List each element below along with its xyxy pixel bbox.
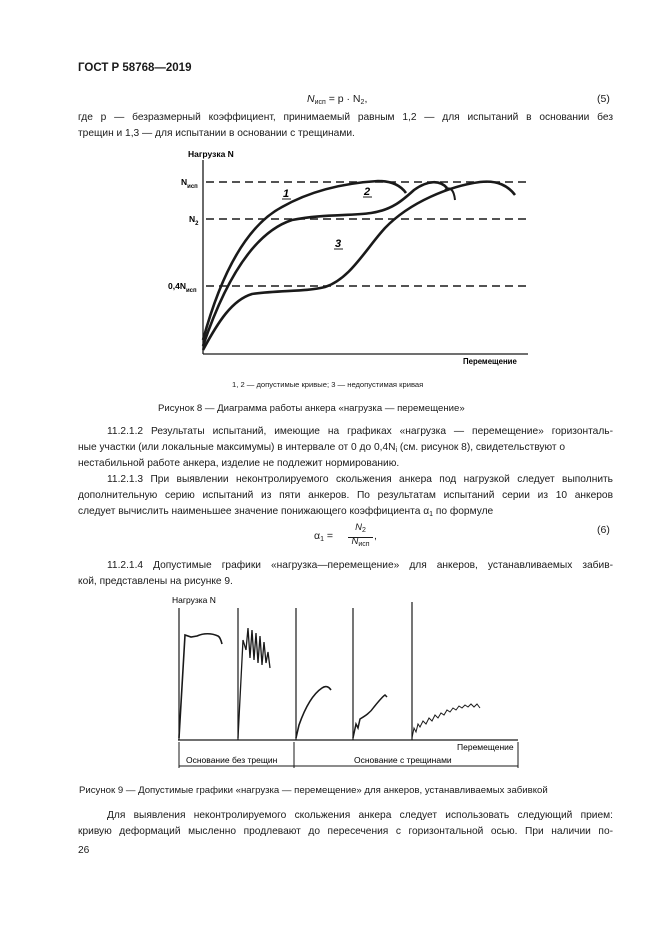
paragraph-11214-line1: 11.2.1.4 Допустимые графики «нагрузка—перемещение» для анкеров, устанавливаемых забив- <box>107 560 613 571</box>
fig8-curve-label-2: 2 <box>364 186 371 198</box>
fig8-level-label-04nisp: $0,4N_{исп}$ <box>168 281 197 294</box>
formula-5-number: (5) <box>597 93 610 105</box>
paragraph-last-line2: кривую деформаций мысленно продлевают до пересечения с горизонтальной осью. При наличии по- <box>78 826 613 837</box>
fig9-curve-3 <box>296 687 331 738</box>
fig9-curve-2 <box>238 628 270 738</box>
page-number: 26 <box>78 845 90 856</box>
fig9-group-left: Основание без трещин <box>186 755 278 765</box>
paragraph-where-line2: трещин и 1,3 — для испытании в основании с трещинами. <box>78 128 355 139</box>
fig8-caption: Рисунок 8 — Диаграмма работы анкера «нагрузка — перемещение» <box>158 403 465 414</box>
paragraph-last-line1: Для выявления неконтролируемого скольжения анкера следует использовать следующий прием: <box>107 810 613 821</box>
fig8-note: 1, 2 — допустимые кривые; 3 — недопустимая кривая <box>232 380 424 389</box>
fig8-curve-label-3: 3 <box>335 238 342 250</box>
paragraph-11213-line3: следует вычислить наименьшее значение понижающего коэффициента $\alpha_1$ по формуле <box>78 506 494 518</box>
fig8-y-axis-label: Нагрузка N <box>188 149 234 159</box>
fig9-x-axis-label: Перемещение <box>457 742 514 752</box>
document-header: ГОСТ Р 58768—2019 <box>78 62 192 74</box>
paragraph-11213-line1: 11.2.1.3 При выявлении неконтролируемого скольжения анкера под нагрузкой следует выполнить <box>107 474 613 485</box>
paragraph-where-line1: где p — безразмерный коэффициент, принимаемый равным 1,2 — для испытаний в основании без <box>78 112 613 123</box>
paragraph-11212-line2: ные участки (или локальные максимумы) в интервале от 0 до $0,4N_i$ (см. рисунок 8), свидетельствуют о <box>78 442 566 454</box>
fig8-level-label-n2: $N_2$ <box>189 214 199 227</box>
fig8-level-label-nisp: $N_{исп}$ <box>181 177 198 190</box>
formula-6-number: (6) <box>597 524 610 536</box>
fig8-curve-label-1: 1 <box>283 188 290 200</box>
paragraph-11212-line3: нестабильной работе анкера, изделие не подлежит нормированию. <box>78 458 400 469</box>
fig9-curve-1 <box>179 634 222 738</box>
fig8-x-axis-label: Перемещение <box>463 357 517 366</box>
formula-5: $N_{исп} = p \cdot N_2$, <box>307 93 368 106</box>
fig9-curve-4 <box>353 695 387 738</box>
fig9-y-axis-label: Нагрузка N <box>172 595 216 605</box>
paragraph-11213-line2: дополнительную серию испытаний из пяти анкеров. По результатам испытаний серии из 10 анкеров <box>78 490 613 501</box>
paragraph-11212-line1: 11.2.1.2 Результаты испытаний, имеющие на графиках «нагрузка — перемещение» горизонталь- <box>107 426 613 437</box>
fig9-group-right: Основание с трещинами <box>354 755 452 765</box>
paragraph-11214-line2: кой, представлены на рисунке 9. <box>78 576 233 587</box>
fig9-caption: Рисунок 9 — Допустимые графики «нагрузка — перемещение» для анкеров, устанавливаемых забивкой <box>79 785 548 796</box>
fig9-curve-5 <box>412 704 480 738</box>
